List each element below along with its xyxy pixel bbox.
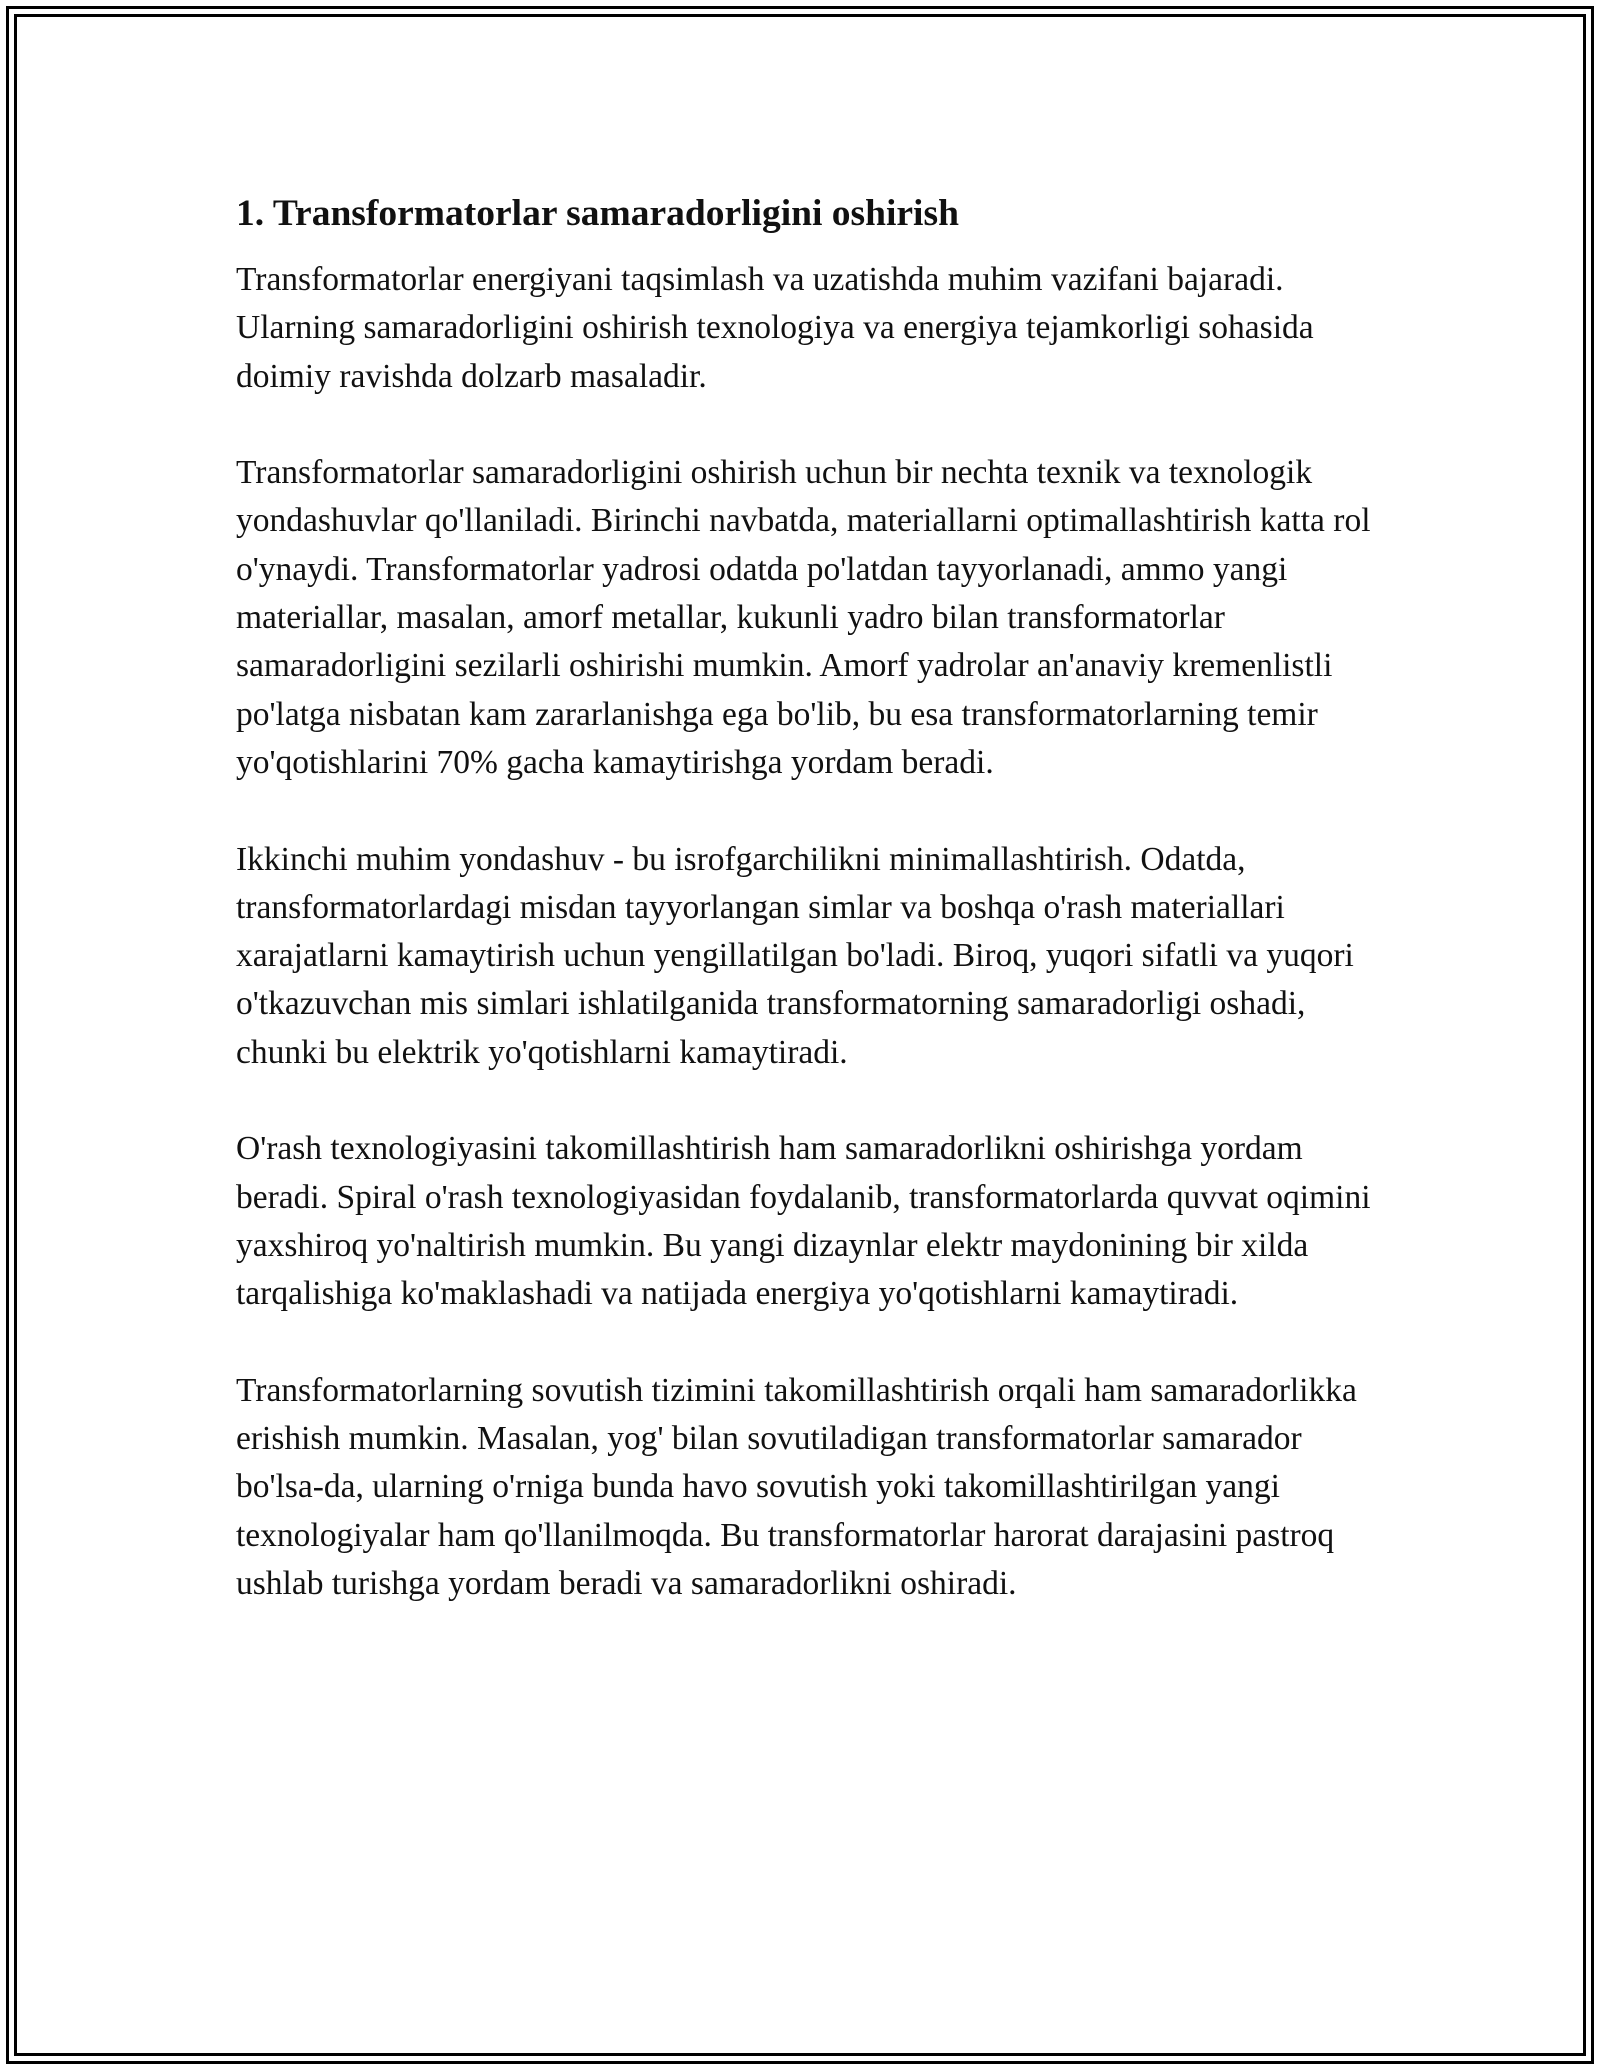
- document-body: [236, 190, 1376, 1657]
- paragraph-winding: O'rash texnologiyasini takomillashtirish ham samaradorlikni oshirishga yordam beradi. Spiral o'rash texnologiyasidan foydalanib, transformatorlarda quvvat oqimini yaxshiroq yo'naltirish mumkin. Bu yangi dizaynlar elektr maydonining bir xilda tarqalishiga ko'maklashadi va natijada energiya yo'qotishlarni kamaytiradi.: [236, 1130, 1371, 1313]
- paragraph-materials: Transformatorlar samaradorligini oshirish uchun bir nechta texnik va texnologik yondashuvlar qo'llaniladi. Birinchi navbatda, materiallarni optimallashtirish katta rol o'ynaydi. Transformatorlar yadrosi odatda po'latdan tayyorlanadi, ammo yangi materiallar, masalan, amorf metallar, kukunli yadro bilan transformatorlar samaradorligini sezilarli oshirishi mumkin. Amorf yadrolar an'anaviy kremenlistli po'latga nisbatan kam zararlanishga ega bo'lib, bu esa transformatorlarning temir yo'qotishlarini 70% gacha kamaytirishga yordam beradi.: [236, 454, 1371, 781]
- paragraph-wiring: Ikkinchi muhim yondashuv - bu isrofgarchilikni minimallashtirish. Odatda, transformatorlardagi misdan tayyorlangan simlar va boshqa o'rash materiallari xarajatlarni kamaytirish uchun yengillatilgan bo'ladi. Biroq, yuqori sifatli va yuqori o'tkazuvchan mis simlari ishlatilganida transformatorning samaradorligi oshadi, chunki bu elektrik yo'qotishlarni kamaytiradi.: [236, 840, 1354, 1071]
- paragraph-intro: Transformatorlar energiyani taqsimlash va uzatishda muhim vazifani bajaradi. Ularning samaradorligini oshirish texnologiya va energiya tejamkorligi sohasida doimiy ravishda dolzarb masaladir.: [236, 261, 1314, 395]
- section-heading: 1. Transformatorlar samaradorligini oshirish: [236, 193, 959, 234]
- paragraph-cooling: Transformatorlarning sovutish tizimini takomillashtirish orqali ham samaradorlikka erishish mumkin. Masalan, yog' bilan sovutiladigan transformatorlar samarador bo'lsa-da, ularning o'rniga bunda havo sovutish yoki takomillashtirilgan yangi texnologiyalar ham qo'llanilmoqda. Bu transformatorlar harorat darajasini pastroq ushlab turishga yordam beradi va samaradorlikni oshiradi.: [236, 1371, 1357, 1603]
